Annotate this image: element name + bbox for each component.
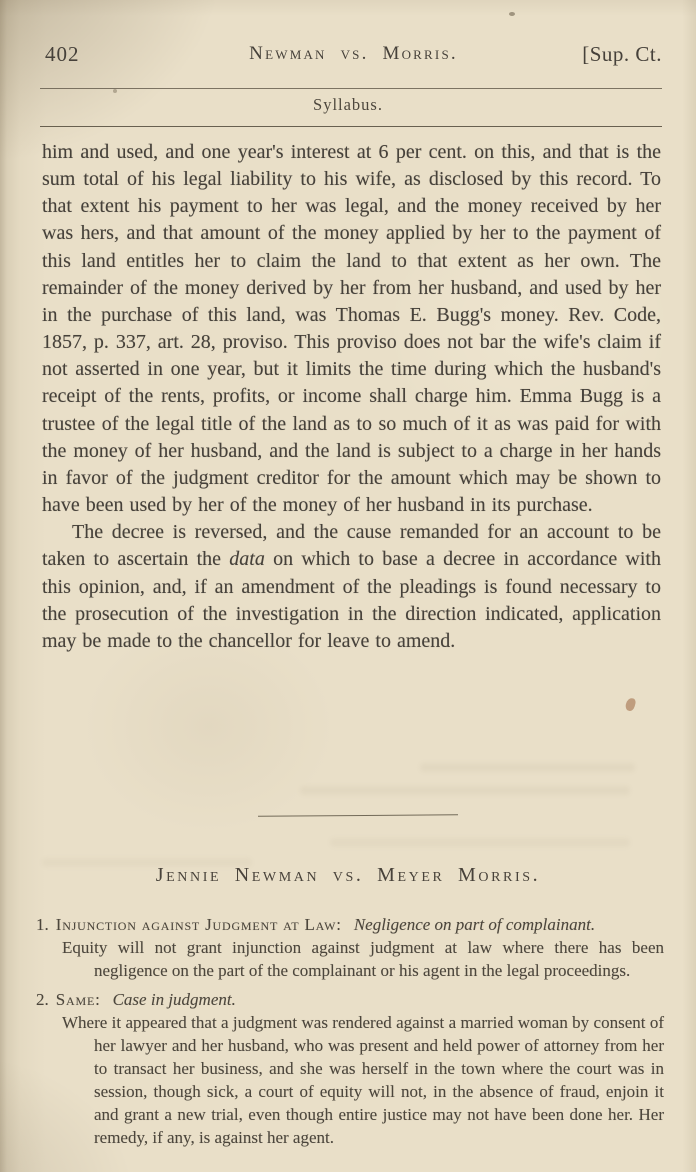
- header-rule-bottom: [40, 126, 662, 127]
- headnote-topic: Same:: [55, 990, 101, 1009]
- section-label: Syllabus.: [313, 95, 383, 114]
- scan-speck: [113, 89, 117, 93]
- bleedthrough-mark: [420, 763, 635, 772]
- headnote-1: [36, 913, 664, 982]
- case-headnotes: [36, 913, 664, 1149]
- scan-speck: [624, 697, 636, 712]
- court-label: [Sup. Ct.: [582, 42, 662, 66]
- headnote-text: Where it appeared that a judgment was rendered against a married woman by consent of her lawyer and her husband, who was present and held power of attorney from her to transact her business, and she was herself in the town where the court was in session, though sick, a court of equity will not, in the absence of fraud, enjoin it and grant a new trial, even though entire justice may not have been done her. Her remedy, if any, is against her agent.: [62, 1013, 664, 1147]
- headnote-text: Equity will not grant injunction against judgment at law where there has been negligence on the part of the complainant or his agent in the legal proceedings.: [62, 938, 664, 980]
- headnote-topic: Injunction against Judgment at Law:: [55, 915, 342, 934]
- headnote-subtopic: Negligence on part of complainant.: [353, 915, 596, 934]
- headnote-heading: [36, 913, 664, 936]
- italic-term: data: [229, 548, 265, 571]
- section-separator-rule: [258, 814, 458, 816]
- paragraph-text: The decree is reversed, and the cause remanded for an account to be taken to ascertain the: [42, 521, 661, 571]
- bleedthrough-mark: [330, 838, 630, 847]
- paragraph-text: on which to base a decree in accordance with this opinion, and, if an amendment of the pleadings is found necessary to the prosecution of the investigation in the direction indicated, application may be made to the chancellor for leave to amend.: [42, 548, 661, 652]
- bleedthrough-mark: [300, 786, 630, 795]
- header-rule-top: [40, 88, 662, 89]
- paragraph-text: him and used, and one year's interest at 6 per cent. on this, and that is the sum total of his legal liability to his wife, as disclosed by this record. To that extent his payment to her was legal, and the money received by her was hers, and that amount of the money applied by her to the payment of this land entitles her to claim the land to that extent as her own. The remainder of the money derived by her from her husband, and used by her in the purchase of this land, was Thomas E. Bugg's money. Rev. Code, 1857, p. 337, art. 28, proviso. This proviso does not bar the wife's claim if not asserted in one year, but it limits the time during which the husband's receipt of the rents, profits, or income shall charge him. Emma Bugg is a trustee of the legal title of the land as to so much of it as was paid for with the money of her husband, and the land is subject to a charge in her hands in favor of the judgment creditor for the amount which may be shown to have been used by her of the money of her husband in its purchase.: [42, 141, 661, 517]
- syllabus-text: [42, 139, 661, 655]
- headnote-heading: [36, 988, 664, 1011]
- syllabus-paragraph-1: [42, 139, 661, 519]
- headnote-number: 1.: [36, 915, 49, 934]
- syllabus-paragraph-2: [42, 519, 661, 655]
- running-title: Newman vs. Morris.: [249, 43, 458, 64]
- headnote-subtopic: Case in judgment.: [112, 990, 236, 1009]
- page-number: 402: [45, 42, 80, 66]
- page-header: [45, 42, 662, 70]
- case-title: Jennie Newman vs. Meyer Morris.: [155, 864, 541, 886]
- headnote-2: [36, 988, 664, 1149]
- headnote-number: 2.: [36, 990, 49, 1009]
- scan-speck: [509, 12, 515, 16]
